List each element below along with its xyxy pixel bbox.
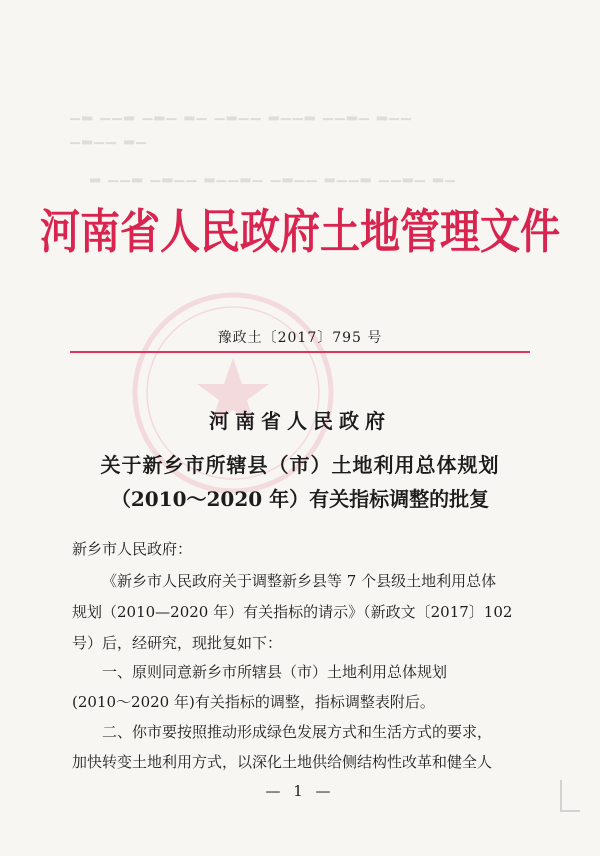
- red-divider: [70, 351, 530, 353]
- paragraph-1-line-3: 号）后，经研究，现批复如下：: [72, 634, 283, 652]
- addressee: 新乡市人民政府：: [72, 540, 193, 558]
- paragraph-1-line-2: 规划（2010—2020 年）有关指标的请示》（新政文〔2017〕102: [72, 603, 513, 621]
- paragraph-2-line-1: 一、原则同意新乡市所辖县（市）土地利用总体规划: [102, 663, 448, 681]
- title-line-3: （2010～2020 年）有关指标调整的批复: [110, 487, 490, 511]
- paragraph-1-line-1: 《新乡市人民政府关于调整新乡县等 7 个县级土地利用总体: [102, 572, 497, 590]
- paragraph-2-line-2: (2010～2020 年)有关指标的调整，指标调整表附后。: [72, 693, 435, 711]
- bleed-through-text: ▂ ▁▁▂ ▁▂▁▁ ▂▁▁▂▁ ▁▂▁▁ ▂▁▁▂ ▁▁▂▁ ▂▁: [90, 168, 457, 183]
- bleed-through-text: ▁▂ ▁▁▂ ▁▂▁ ▂▁ ▁▂▁▁ ▂▁▁▂ ▁▁▂▁ ▂▁▁: [70, 106, 413, 121]
- paragraph-3-line-1: 二、你市要按照推动形成绿色发展方式和生活方式的要求，: [102, 723, 493, 741]
- title-line-2: 关于新乡市所辖县（市）土地利用总体规划: [100, 453, 500, 477]
- document-number: 豫政土〔2017〕795 号: [217, 330, 383, 346]
- title-line-1: 河南省人民政府: [209, 409, 391, 433]
- header-title: 河南省人民政府土地管理文件: [40, 205, 560, 260]
- bleed-through-text: ▁▂▁▁ ▂▁: [70, 130, 149, 145]
- paragraph-3-line-2: 加快转变土地利用方式，以深化土地供给侧结构性改革和健全人: [72, 753, 493, 771]
- scan-corner-mark: [560, 780, 580, 812]
- page-number: — 1 —: [265, 782, 335, 800]
